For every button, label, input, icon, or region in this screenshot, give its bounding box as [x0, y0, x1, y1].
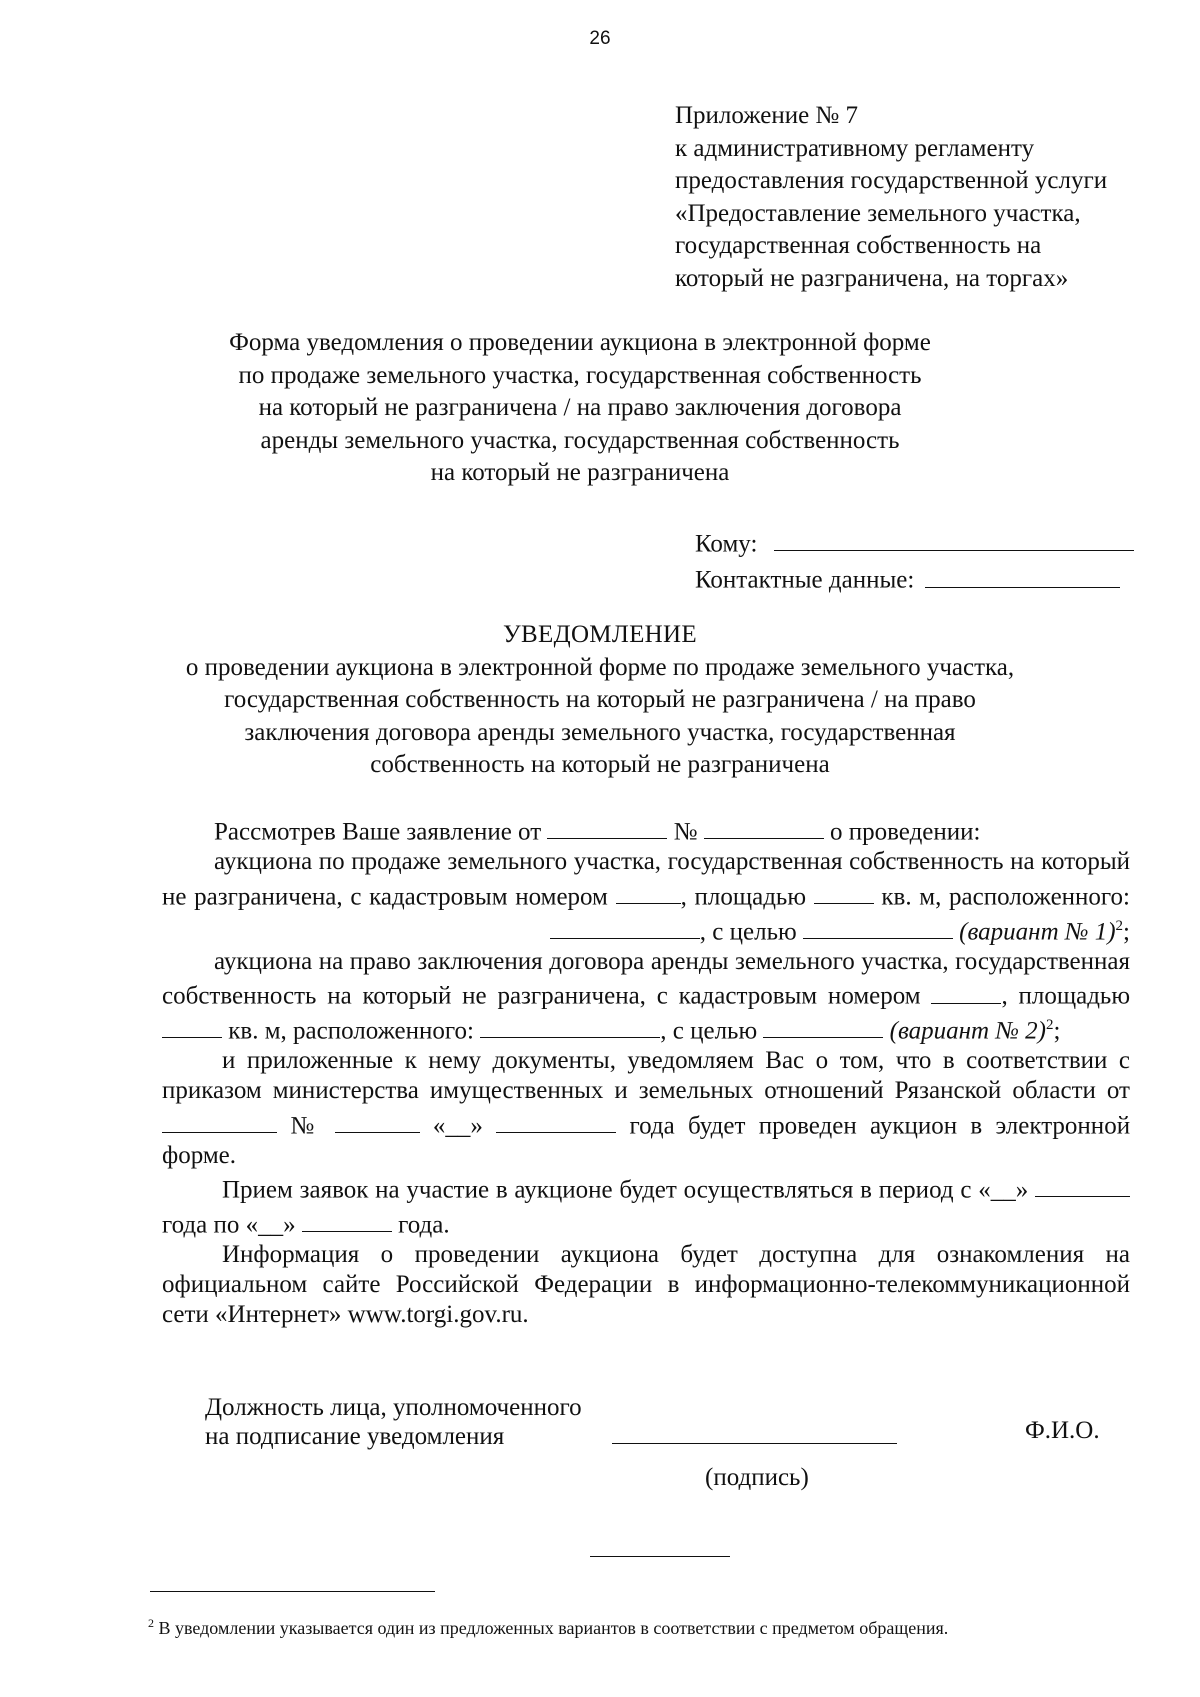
variant-label: (вариант № 1) [959, 917, 1116, 945]
notice-subheading-line: о проведении аукциона в электронной форме по продаже земельного участка, [185, 653, 1015, 681]
form-title [170, 327, 990, 490]
blank-location [550, 912, 700, 939]
notice-heading: УВЕДОМЛЕНИЕ [503, 621, 697, 648]
divider [590, 1556, 730, 1557]
paragraph-application [162, 812, 1130, 847]
text: аукциона на право заключения договора аренды земельного участка, государственная собственность на который не разграничена, с кадастровым номером [162, 947, 1130, 1010]
text: № [290, 1111, 322, 1139]
text: Рассмотрев Ваше заявление от [214, 818, 542, 846]
text: ; [1053, 1017, 1061, 1045]
signature-position-line: на подписание уведомления [205, 1423, 505, 1450]
text: года по «__» [162, 1211, 296, 1239]
footnote-ref: 2 [1115, 917, 1124, 934]
signature-caption: (подпись) [705, 1464, 809, 1491]
form-title-line: Форма уведомления о проведении аукциона в электронной форме [229, 329, 931, 356]
recipient-contact-label: Контактные данные: [695, 566, 915, 594]
fio-label: Ф.И.О. [1025, 1417, 1100, 1444]
footnote [148, 1618, 948, 1639]
blank-period-end [302, 1205, 392, 1232]
blank-number [704, 812, 824, 839]
blank-location [480, 1011, 660, 1038]
blank-area [814, 877, 874, 904]
text: «__» [432, 1111, 483, 1139]
form-title-line: аренды земельного участка, государственная собственность [260, 426, 900, 454]
text: , с целью [699, 917, 797, 945]
recipient-contact-blank [925, 560, 1120, 587]
variant-label: (вариант № 2) [889, 1017, 1046, 1045]
paragraph-variant-2 [162, 947, 1130, 1047]
appendix-line: «Предоставление земельного участка, [675, 199, 1081, 227]
blank-cadastral [616, 877, 681, 904]
paragraph-order [162, 1046, 1130, 1170]
blank-purpose [803, 912, 953, 939]
form-title-line: по продаже земельного участка, государственная собственность [238, 361, 922, 389]
paragraph-info: Информация о проведении аукциона будет доступна для ознакомления на официальном сайте Российской Федерации в информационно-телекоммуникационной сети «Интернет» www.torgi.gov.ru. [162, 1241, 1130, 1328]
paragraph-variant-1 [162, 847, 1130, 947]
blank-order-date [162, 1106, 277, 1133]
text: кв. м, расположенного: [881, 882, 1131, 910]
recipient-to-blank [774, 524, 1134, 551]
text: года будет проведен аукцион в электронной форме. [162, 1111, 1131, 1169]
appendix-header [675, 100, 1107, 295]
signature-block [205, 1393, 582, 1451]
text: , площадью [1001, 982, 1131, 1010]
appendix-line: к административному регламенту [675, 134, 1035, 162]
blank-area [162, 1011, 222, 1038]
form-title-line: на который не разграничена [430, 459, 730, 486]
text: , [660, 1017, 667, 1045]
recipient-block [695, 524, 1134, 597]
signature-line [612, 1443, 897, 1444]
notice-body [162, 812, 1130, 1329]
appendix-line: государственная собственность на [675, 232, 1042, 259]
form-title-line: на который не разграничена / на право заключения договора [258, 394, 902, 421]
blank-cadastral [931, 976, 1001, 1003]
blank-purpose [763, 1011, 883, 1038]
footnote-rule [150, 1591, 435, 1592]
footnote-text: В уведомлении указывается один из предложенных вариантов в соответствии с предметом обращения. [154, 1618, 949, 1638]
page-number: 26 [589, 28, 611, 49]
blank-order-number [335, 1106, 420, 1133]
blank-auction-date [496, 1106, 616, 1133]
text: года. [398, 1211, 450, 1239]
text: о проведении: [830, 818, 981, 846]
footnote-ref: 2 [1046, 1017, 1054, 1034]
blank-date [547, 812, 667, 839]
appendix-line: Приложение № 7 [675, 102, 859, 129]
text: № [673, 818, 698, 846]
signature-position-line: Должность лица, уполномоченного [205, 1394, 582, 1421]
blank-period-start [1035, 1170, 1130, 1197]
text: с целью [672, 1017, 758, 1045]
appendix-line: предоставления государственной услуги [675, 167, 1108, 194]
notice-subheading-line: собственность на который не разграничена [370, 751, 830, 778]
notice-heading-block [120, 619, 1080, 782]
text: аукциона по продаже земельного участка, государственная собственность на который не разграничена, с кадастровым номером [162, 847, 1130, 910]
recipient-to-label: Кому: [695, 530, 758, 558]
text: ; [1123, 917, 1130, 945]
notice-subheading-line: заключения договора аренды земельного участка, государственная [244, 718, 956, 746]
recipient-contact-row [695, 560, 1134, 596]
footnote-mark: 2 [148, 1616, 154, 1630]
text: кв. м, расположенного: [228, 1017, 474, 1045]
notice-subheading-line: государственная собственность на который не разграничена / на право [224, 686, 976, 713]
recipient-to-row [695, 524, 1134, 560]
text: Прием заявок на участие в аукционе будет осуществляться в период с «__» [222, 1176, 1029, 1204]
text: , площадью [680, 882, 807, 910]
appendix-line: который не разграничена, на торгах» [675, 264, 1069, 292]
text: и приложенные к нему документы, уведомляем Вас о том, что в соответствии с приказом министерства имущественных и земельных отношений Рязанской области от [162, 1047, 1130, 1104]
paragraph-applications-period [162, 1170, 1130, 1240]
